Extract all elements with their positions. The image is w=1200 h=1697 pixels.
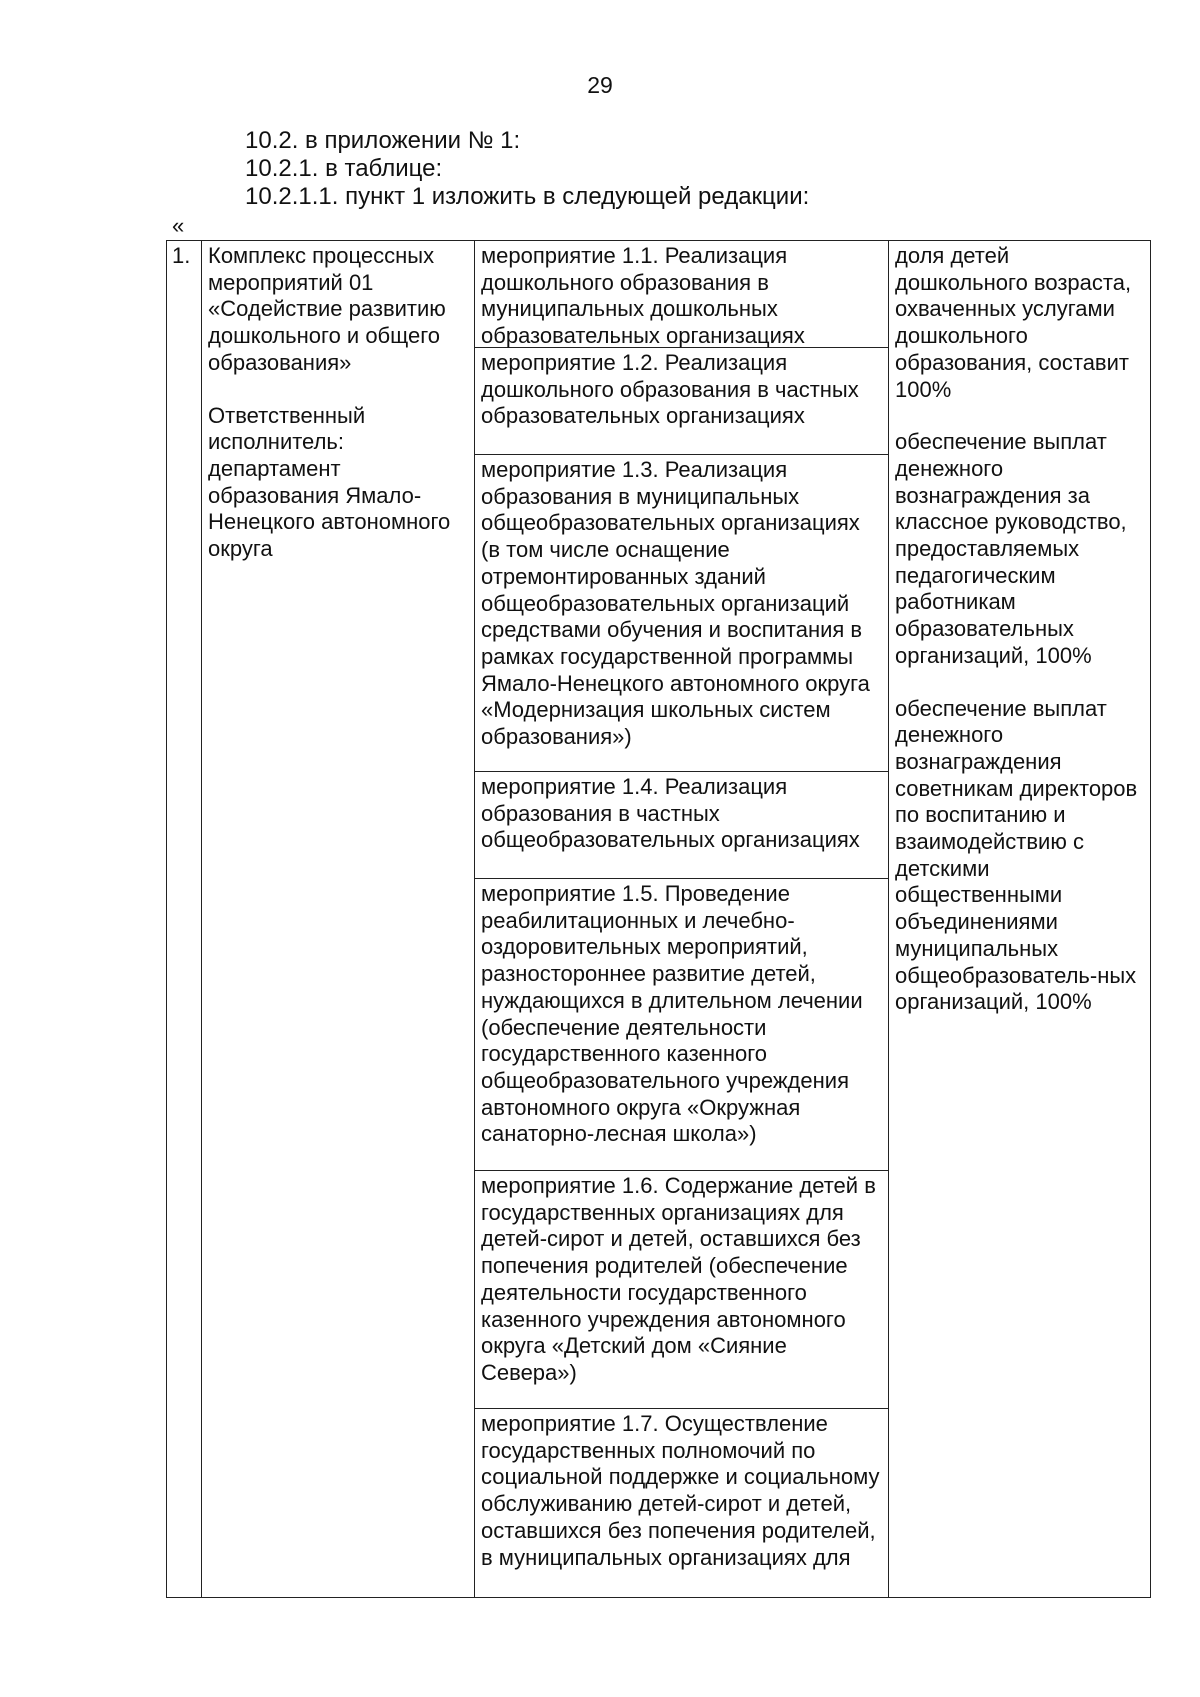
intro-block — [245, 127, 809, 211]
events-cell — [475, 241, 889, 1598]
event-item: мероприятие 1.3. Реализация образования в муниципальных общеобразовательных организациях (в том числе оснащение отремонтированных зданий общеобразовательных организаций средствами обучения и воспитания в рамках государственной программы Ямало-Ненецкого автономного округа «Модернизация школьных систем образования») — [475, 455, 888, 772]
intro-line: 10.2. в приложении № 1: — [245, 127, 521, 154]
program-table — [166, 240, 1151, 1598]
responsible-executor: Ответственный исполнитель: департамент образования Ямало-Ненецкого автономного округа — [208, 402, 451, 562]
result-item: обеспечение выплат денежного вознаграждения советникам директоров по воспитанию и взаимодействию с детскими общественными объединениями муниципальных общеобразователь-ных организаций, 100% — [895, 695, 1138, 1015]
event-item: мероприятие 1.2. Реализация дошкольного образования в частных образовательных организациях — [475, 348, 888, 455]
event-item: мероприятие 1.6. Содержание детей в государственных организациях для детей-сирот и детей, оставшихся без попечения родителей (обеспечение деятельности государственного казенного учреждения автономного округа «Детский дом «Сияние Севера») — [475, 1171, 888, 1409]
page-number: 29 — [587, 72, 613, 98]
intro-line: 10.2.1. в таблице: — [245, 155, 443, 182]
result-item: обеспечение выплат денежного вознаграждения за классное руководство, предоставляемых педагогическим работникам образовательных организаций, 100% — [895, 429, 1127, 668]
table-row — [167, 241, 1151, 1598]
event-item: мероприятие 1.1. Реализация дошкольного образования в муниципальных дошкольных образовательных организациях — [475, 241, 888, 348]
event-item: мероприятие 1.5. Проведение реабилитационных и лечебно-оздоровительных мероприятий, разностороннее развитие детей, нуждающихся в длительном лечении (обеспечение деятельности государственного казенного общеобразовательного учреждения автономного округа «Окружная санаторно-лесная школа») — [475, 879, 888, 1171]
intro-line: 10.2.1.1. пункт 1 изложить в следующей редакции: — [245, 183, 810, 210]
complex-name: Комплекс процессных мероприятий 01 «Содействие развитию дошкольного и общего образования» — [208, 243, 446, 375]
results-cell — [889, 241, 1151, 1598]
opening-quote: « — [172, 213, 185, 238]
result-item: доля детей дошкольного возраста, охваченных услугами дошкольного образования, составит 100% — [895, 243, 1132, 402]
event-item: мероприятие 1.7. Осуществление государственных полномочий по социальной поддержке и социальному обслуживанию детей-сирот и детей, оставшихся без попечения родителей, в муниципальных организациях для — [481, 1411, 880, 1570]
row-number: 1. — [172, 243, 191, 268]
row-number-cell — [167, 241, 202, 1598]
event-item: мероприятие 1.4. Реализация образования в частных общеобразовательных организациях — [475, 772, 888, 879]
name-cell — [202, 241, 475, 1598]
